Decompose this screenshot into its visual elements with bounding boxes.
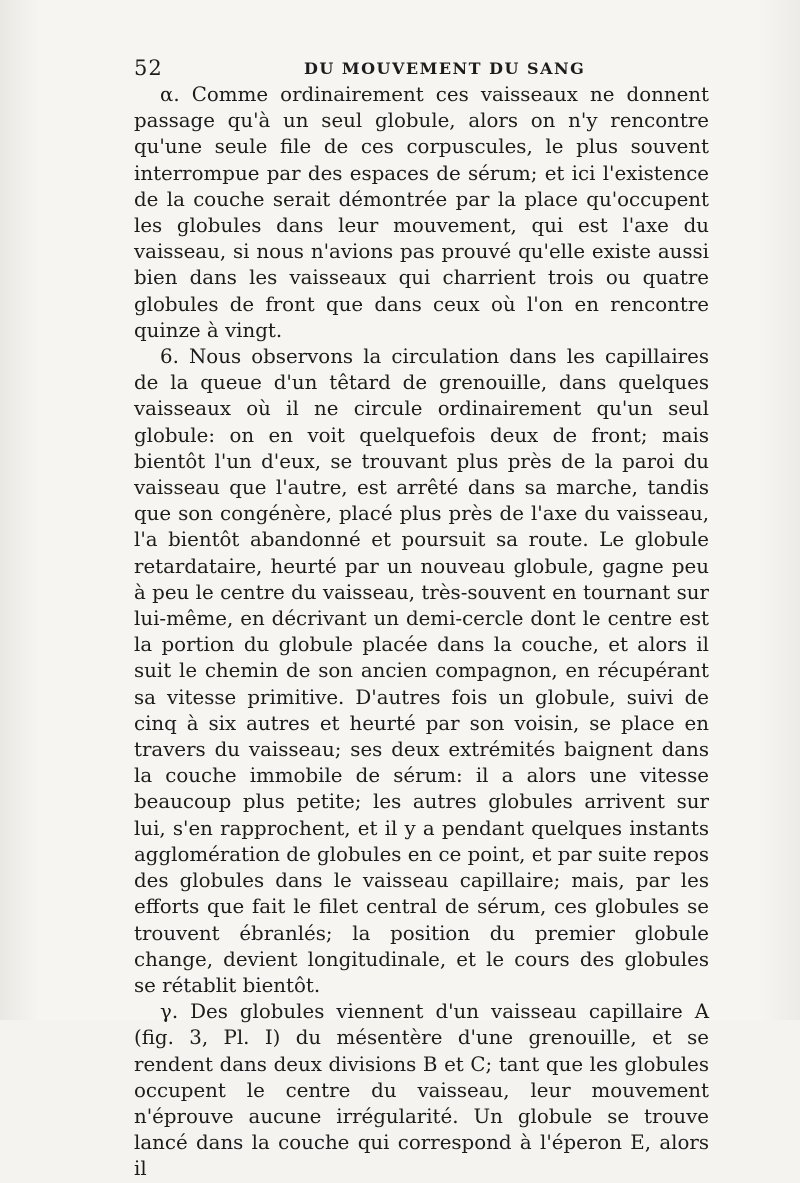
page-number: 52 — [134, 56, 163, 80]
running-title: DU MOUVEMENT DU SANG — [304, 59, 586, 78]
paragraph-gamma: γ. Des globules viennent d'un vaisseau capillaire A (fig. 3, Pl. I) du mésentère d'une grenouille, et se rendent dans deux divisions B et C; tant que les globules occupent le centre du vaisseau, leur mouvement n'éprouve aucune irrégularité. Un globule se trouve lancé dans la couche qui correspond à l'éperon E, alors il — [134, 1000, 709, 1181]
paragraph-alpha: α. Comme ordinairement ces vaisseaux ne donnent passage qu'à un seul globule, alors on n'y rencontre qu'une seule file de ces corpuscules, le plus souvent interrompue par des espaces de sérum; et ici l'existence de la couche serait démontrée par la place qu'occupent les globules dans leur mouvement, qui est l'axe du vaisseau, si nous n'avions pas prouvé qu'elle existe aussi bien dans les vaisseaux qui charrient trois ou quatre globules de front que dans ceux où l'on en rencontre quinze à vingt. — [134, 83, 709, 342]
paragraph-beta: 6. Nous observons la circulation dans les capillaires de la queue d'un têtard de grenouille, dans quelques vaisseaux où il ne circule ordinairement qu'un seul globule: on en voit quelquefois deux de front; mais bientôt l'un d'eux, se trouvant plus près de la paroi du vaisseau que l'autre, est arrêté dans sa marche, tandis que son congénère, placé plus près de l'axe du vaisseau, l'a bientôt abandonné et poursuit sa route. Le globule retardataire, heurté par un nouveau globule, gagne peu à peu le centre du vaisseau, très-souvent en tournant sur lui-même, en décrivant un demi-cercle dont le centre est la portion du globule placée dans la couche, et alors il suit le chemin de son ancien compagnon, en récupérant sa vitesse primitive. D'autres fois un globule, suivi de cinq à six autres et heurté par son voisin, se place en travers du vaisseau; ses deux extrémités baignent dans la couche immobile de sérum: il a alors une vitesse beaucoup plus petite; les autres globules arrivent sur lui, s'en rapprochent, et il y a pendant quelques instants agglomération de globules en ce point, et par suite repos des globules dans le vaisseau capillaire; mais, par les efforts que fait le filet central de sérum, ces globules se trouvent ébranlés; la position du premier globule change, devient longitudinale, et le cours des globules se rétablit bientôt. — [134, 345, 709, 997]
body-text — [134, 82, 709, 1183]
